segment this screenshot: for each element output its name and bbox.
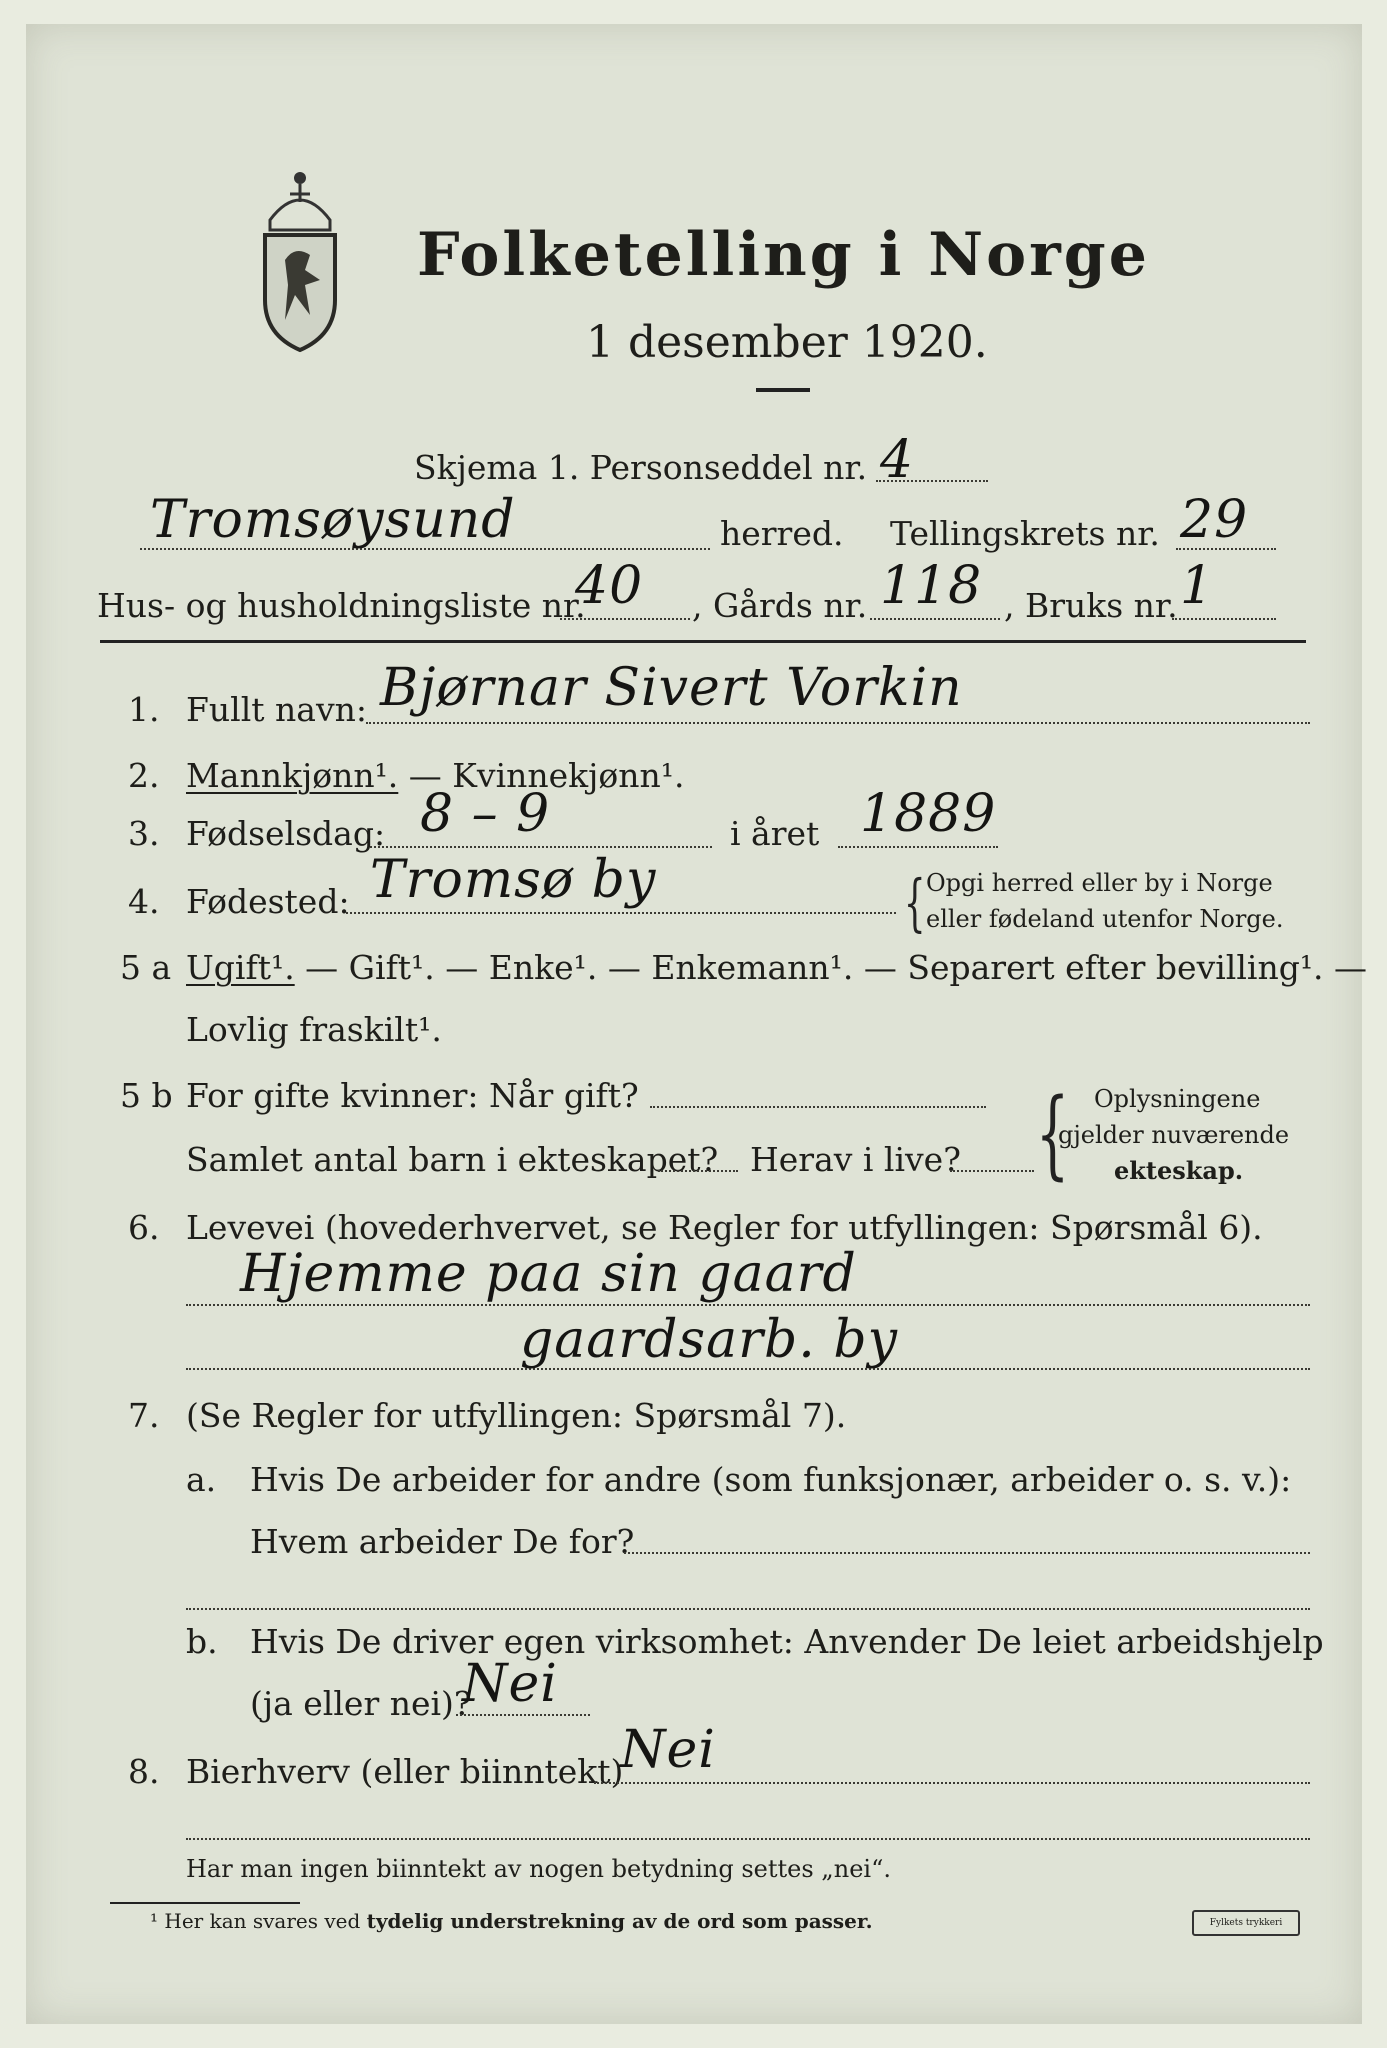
- bruks-line: [1172, 618, 1276, 620]
- q7a-text-2: Hvem arbeider De for?: [250, 1522, 635, 1561]
- q7b-text: Hvis De driver egen virksomhet: Anvender De leiet arbeidshjelp: [250, 1622, 1324, 1661]
- q5b-line-2: [658, 1170, 738, 1172]
- q5a-line2[interactable]: Lovlig fraskilt¹.: [186, 1010, 442, 1049]
- title-divider: [756, 388, 810, 392]
- q1-number: 1.: [128, 690, 160, 729]
- q5b-line-1: [650, 1106, 986, 1108]
- q5b-number: 5 b: [120, 1076, 173, 1115]
- footnote-bold: tydelig understrekning av de ord som passer.: [366, 1909, 873, 1933]
- q7a-line-2: [186, 1608, 1310, 1610]
- q7-number: 7.: [128, 1396, 160, 1435]
- q8-number: 8.: [128, 1752, 160, 1791]
- q4-line: [346, 912, 896, 914]
- q6-label: Levevei (hovederhvervet, se Regler for utfyllingen: Spørsmål 6).: [186, 1208, 1263, 1247]
- q3-year-value[interactable]: 1889: [860, 784, 997, 844]
- q8-line-2: [186, 1838, 1310, 1840]
- q5b-label-3: Herav i live?: [750, 1140, 961, 1179]
- q5b-label-2: Samlet antal barn i ekteskapet?: [186, 1140, 719, 1179]
- q3-year-label: i året: [730, 814, 820, 853]
- q7b-letter: b.: [186, 1622, 218, 1661]
- ugift-option[interactable]: Ugift¹.: [186, 948, 295, 987]
- q1-label: Fullt navn:: [186, 690, 367, 729]
- printer-stamp: Fylkets trykkeri: [1192, 1910, 1300, 1936]
- q4-brace: {: [903, 866, 926, 939]
- q3-year-line: [838, 846, 998, 848]
- q7-label: (Se Regler for utfyllingen: Spørsmål 7).: [186, 1396, 847, 1435]
- q7b-text-2: (ja eller nei)?: [250, 1684, 472, 1723]
- q5b-note-1: Oplysningene: [1094, 1085, 1261, 1113]
- q7a-line-1: [624, 1552, 1310, 1554]
- q1-line: [366, 722, 1310, 724]
- q5a-number: 5 a: [120, 948, 172, 987]
- q3-line: [370, 846, 712, 848]
- q6-value-1[interactable]: Hjemme paa sin gaard: [240, 1244, 857, 1304]
- footnote-mark: ¹: [150, 1909, 159, 1933]
- herred-value[interactable]: Tromsøysund: [150, 490, 516, 550]
- husliste-line: [560, 618, 690, 620]
- q7a-text: Hvis De arbeider for andre (som funksjonær, arbeider o. s. v.):: [250, 1460, 1292, 1499]
- q6-line-1: [186, 1304, 1310, 1306]
- q4-number: 4.: [128, 882, 160, 921]
- q5b-brace: {: [1035, 1078, 1070, 1190]
- female-option[interactable]: Kvinnekjønn¹.: [452, 756, 685, 795]
- footnote: [150, 1906, 873, 1936]
- header-rule: [100, 640, 1306, 643]
- tellingskrets-value[interactable]: 29: [1180, 490, 1249, 550]
- q6-number: 6.: [128, 1208, 160, 1247]
- q5b-note-3: ekteskap.: [1114, 1156, 1244, 1185]
- no-income-note: Har man ingen biinntekt av nogen betydning settes „nei“.: [186, 1855, 891, 1883]
- q7a-letter: a.: [186, 1460, 217, 1499]
- bruks-label: , Bruks nr.: [1004, 586, 1178, 625]
- q4-note-2: eller fødeland utenfor Norge.: [926, 905, 1284, 933]
- q5b-label-1: For gifte kvinner: Når gift?: [186, 1076, 639, 1115]
- q8-line: [594, 1782, 1310, 1784]
- q2-separator: —: [398, 756, 453, 795]
- husliste-value[interactable]: 40: [575, 556, 644, 616]
- q3-number: 3.: [128, 814, 160, 853]
- q8-label: Bierhverv (eller biinntekt): [186, 1752, 624, 1791]
- q3-label: Fødselsdag:: [186, 814, 386, 853]
- q6-value-2[interactable]: gaardsarb. by: [520, 1310, 898, 1370]
- tellingskrets-label: Tellingskrets nr.: [890, 514, 1160, 553]
- footnote-rule: [110, 1902, 300, 1904]
- skjema-label: Skjema 1. Personseddel nr.: [414, 448, 868, 487]
- q4-value[interactable]: Tromsø by: [370, 850, 657, 910]
- marital-options[interactable]: — Gift¹. — Enke¹. — Enkemann¹. — Separert efter bevilling¹. —: [294, 948, 1368, 987]
- q1-value[interactable]: Bjørnar Sivert Vorkin: [380, 658, 963, 718]
- gards-line: [870, 618, 1000, 620]
- gards-label: , Gårds nr.: [692, 586, 868, 625]
- husliste-label: Hus- og husholdningsliste nr.: [97, 586, 586, 625]
- census-date: 1 desember 1920.: [586, 317, 988, 368]
- q5b-note-2: gjelder nuværende: [1058, 1121, 1290, 1149]
- q5b-line-3: [950, 1170, 1034, 1172]
- gards-value[interactable]: 118: [880, 556, 983, 616]
- q2-number: 2.: [128, 756, 160, 795]
- norway-coat-of-arms-icon: [250, 160, 350, 355]
- form-title: Folketelling i Norge: [417, 220, 1150, 290]
- q4-note-1: Opgi herred eller by i Norge: [926, 869, 1273, 897]
- q4-label: Fødested:: [186, 882, 350, 921]
- q5a-options: [186, 948, 1367, 988]
- q7b-line: [456, 1714, 590, 1716]
- herred-label: herred.: [720, 514, 844, 553]
- male-option[interactable]: Mannkjønn¹.: [186, 756, 399, 795]
- q3-value[interactable]: 8 – 9: [420, 784, 551, 844]
- personseddel-value[interactable]: 4: [880, 430, 915, 490]
- q7b-value[interactable]: Nei: [462, 1654, 558, 1714]
- q8-value[interactable]: Nei: [620, 1720, 716, 1780]
- bruks-value[interactable]: 1: [1180, 556, 1215, 616]
- footnote-text: Her kan svares ved: [164, 1909, 361, 1933]
